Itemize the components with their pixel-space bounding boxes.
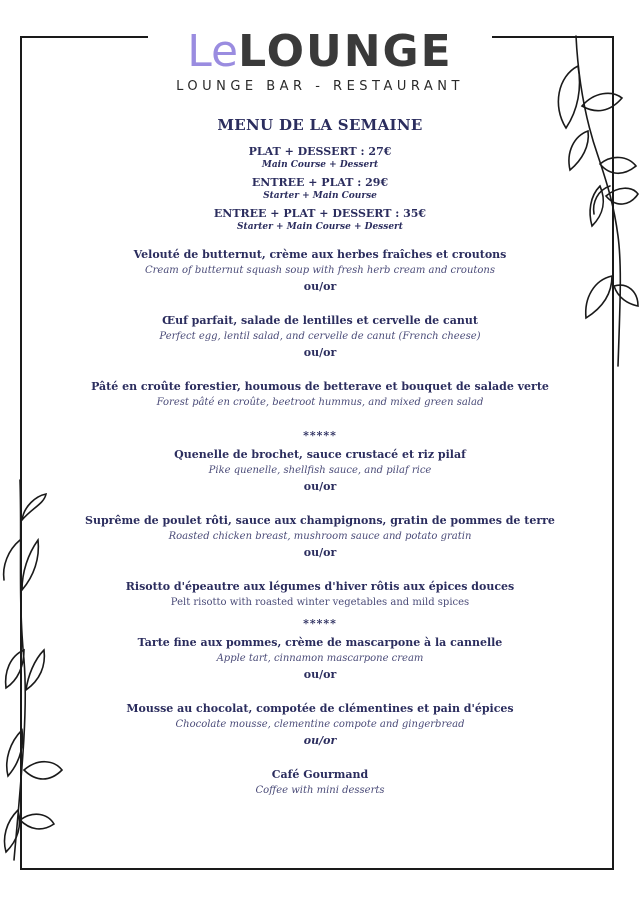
dish-name: Quenelle de brochet, sauce crustacé et riz pilaf — [174, 448, 466, 461]
formula-fr: ENTREE + PLAT + DESSERT : 35€ — [213, 207, 427, 220]
formula-en: Main Course + Dessert — [261, 160, 379, 170]
dish-translation: Pelt risotto with roasted winter vegetables and mild spices — [170, 597, 470, 608]
dish-translation: Forest pâté en croûte, beetroot hummus, and mixed green salad — [156, 397, 484, 408]
or-label: ou/or — [303, 346, 337, 359]
menu-content — [60, 116, 580, 799]
dish-translation: Coffee with mini desserts — [255, 785, 385, 796]
dish-name: Mousse au chocolat, compotée de clémentines et pain d'épices — [126, 702, 514, 715]
dish-translation: Roasted chicken breast, mushroom sauce and potato gratin — [168, 531, 472, 542]
logo-lounge: LOUNGE — [238, 26, 453, 77]
dish-name: Café Gourmand — [271, 768, 369, 781]
or-label: ou/or — [303, 480, 337, 493]
dish-name: Tarte fine aux pommes, crème de mascarpone à la cannelle — [137, 636, 503, 649]
dish-translation: Pike quenelle, shellfish sauce, and pilaf rice — [208, 465, 432, 476]
dish-name: Œuf parfait, salade de lentilles et cervelle de canut — [162, 314, 478, 327]
or-label: ou/or — [303, 280, 337, 293]
logo-le: Le — [187, 26, 239, 77]
dish-name: Suprême de poulet rôti, sauce aux champignons, gratin de pommes de terre — [85, 514, 555, 527]
or-label: ou/or — [303, 734, 337, 747]
formula-fr: ENTREE + PLAT : 29€ — [251, 176, 389, 189]
formula-en: Starter + Main Course — [263, 191, 377, 201]
course-separator: ***** — [303, 429, 337, 442]
menu-title: MENU DE LA SEMAINE — [217, 116, 423, 134]
dish-translation: Chocolate mousse, clementine compote and gingerbread — [175, 719, 465, 730]
or-label: ou/or — [303, 546, 337, 559]
dish-name: Velouté de butternut, crème aux herbes fraîches et croutons — [133, 248, 507, 261]
dish-translation: Cream of butternut squash soup with fresh herb cream and croutons — [144, 265, 495, 276]
formula-en: Starter + Main Course + Dessert — [237, 222, 403, 232]
course-separator: ***** — [303, 617, 337, 630]
dish-name: Pâté en croûte forestier, houmous de betterave et bouquet de salade verte — [91, 380, 549, 393]
dish-translation: Perfect egg, lentil salad, and cervelle de canut (French cheese) — [159, 331, 481, 342]
brand-tagline: LOUNGE BAR - RESTAURANT — [176, 79, 464, 94]
formula-fr: PLAT + DESSERT : 27€ — [248, 145, 392, 158]
dish-translation: Apple tart, cinnamon mascarpone cream — [216, 653, 424, 664]
dish-name: Risotto d'épeautre aux légumes d'hiver rôtis aux épices douces — [125, 580, 515, 593]
brand-logo — [148, 28, 492, 76]
or-label: ou/or — [303, 668, 337, 681]
